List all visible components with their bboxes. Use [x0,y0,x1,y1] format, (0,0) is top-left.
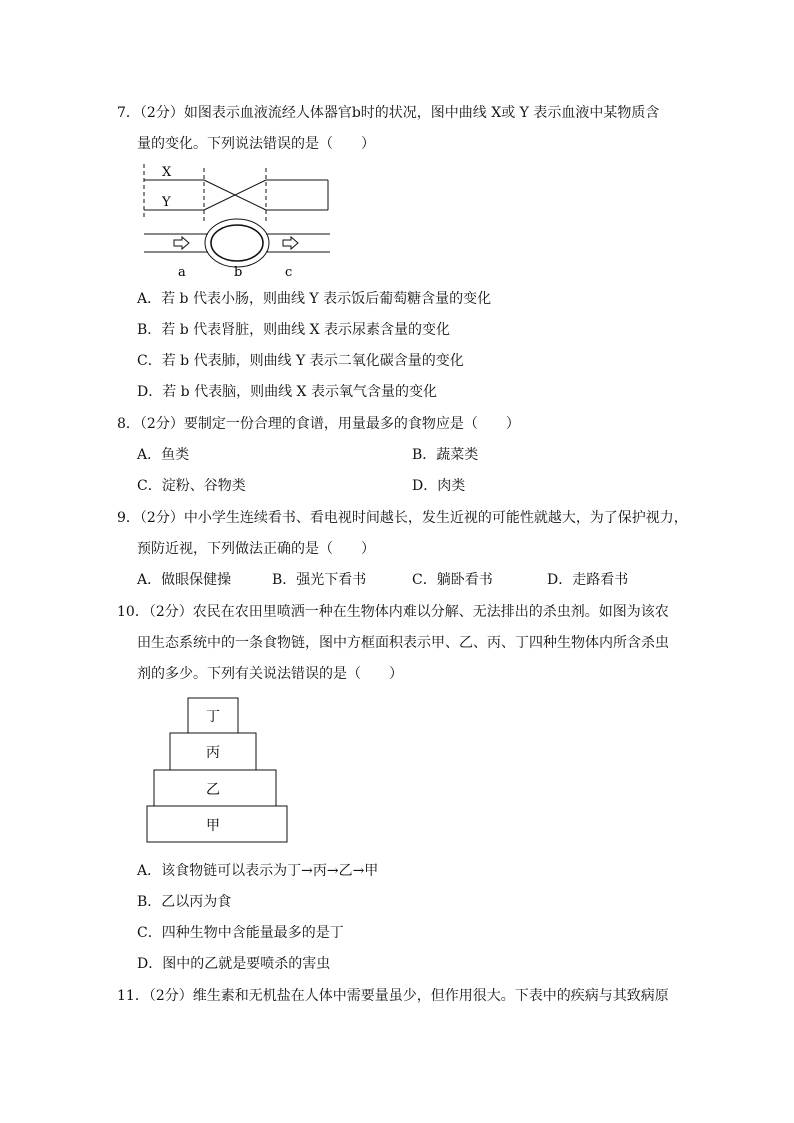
q9-stem-line-1: 9．（2分）中小学生连续看书、看电视时间越长，发生近视的可能性就越大，为了保护视力， [117,510,688,526]
q8-option-c: C．淀粉、谷物类 [137,478,246,494]
q10-pesticide-pyramid [146,697,291,843]
pyramid-label-jia: 甲 [206,818,220,834]
q8-option-d: D．肉类 [412,478,466,494]
q8-option-b: B．蔬菜类 [412,447,479,463]
q7-option-b: B．若 b 代表肾脏，则曲线 X 表示尿素含量的变化 [137,322,451,338]
q7-stem-line-2: 量的变化。下列说法错误的是（ ） [137,136,375,152]
q9-stem-line-2: 预防近视，下列做法正确的是（ ） [137,541,375,557]
q10-option-a: A．该食物链可以表示为丁→丙→乙→甲 [137,863,379,879]
pyramid-label-ding: 丁 [206,709,220,725]
q7-option-d: D．若 b 代表脑，则曲线 X 表示氧气含量的变化 [137,384,437,400]
q9-option-a: A．做眼保健操 [137,572,232,588]
q8-stem: 8．（2分）要制定一份合理的食谱，用量最多的食物应是（ ） [117,416,520,432]
q8-option-a: A．鱼类 [137,447,190,463]
q7-option-c: C．若 b 代表肺，则曲线 Y 表示二氧化碳含量的变化 [137,353,464,369]
pyramid-label-bing: 丙 [206,745,220,761]
label-c: c [285,265,293,280]
q9-option-b: B．强光下看书 [272,572,367,588]
flow-arrow-left-icon [174,237,189,249]
label-x: X [162,165,172,180]
q10-option-c: C．四种生物中含能量最多的是丁 [137,925,344,941]
q10-option-b: B．乙以丙为食 [137,894,232,910]
q9-option-c: C．躺卧看书 [412,572,493,588]
label-a: a [178,265,186,280]
flow-arrow-right-icon [283,237,298,249]
q11-stem-line-1: 11．（2分）维生素和无机盐在人体中需要量虽少，但作用很大。下表中的疾病与其致病原 [117,988,669,1004]
label-b: b [234,265,243,280]
pyramid-label-yi: 乙 [206,782,220,798]
organ-inner-ring [211,225,263,261]
q10-option-d: D．图中的乙就是要喷杀的害虫 [137,956,331,972]
label-y: Y [162,195,171,210]
q7-blood-flow-figure [138,160,338,284]
q10-stem-line-2: 田生态系统中的一条食物链，图中方框面积表示甲、乙、丙、丁四种生物体内所含杀虫 [137,635,669,651]
q7-stem-line-1: 7．（2分）如图表示血液流经人体器官b时的状况，图中曲线 X或 Y 表示血液中某物质含 [117,105,660,121]
q9-option-d: D．走路看书 [547,572,629,588]
q10-stem-line-1: 10．（2分）农民在农田里喷洒一种在生物体内难以分解、无法排出的杀虫剂。如图为该农 [117,604,669,620]
q10-stem-line-3: 剂的多少。下列有关说法错误的是（ ） [137,666,403,682]
q7-option-a: A．若 b 代表小肠，则曲线 Y 表示饭后葡萄糖含量的变化 [137,291,492,307]
